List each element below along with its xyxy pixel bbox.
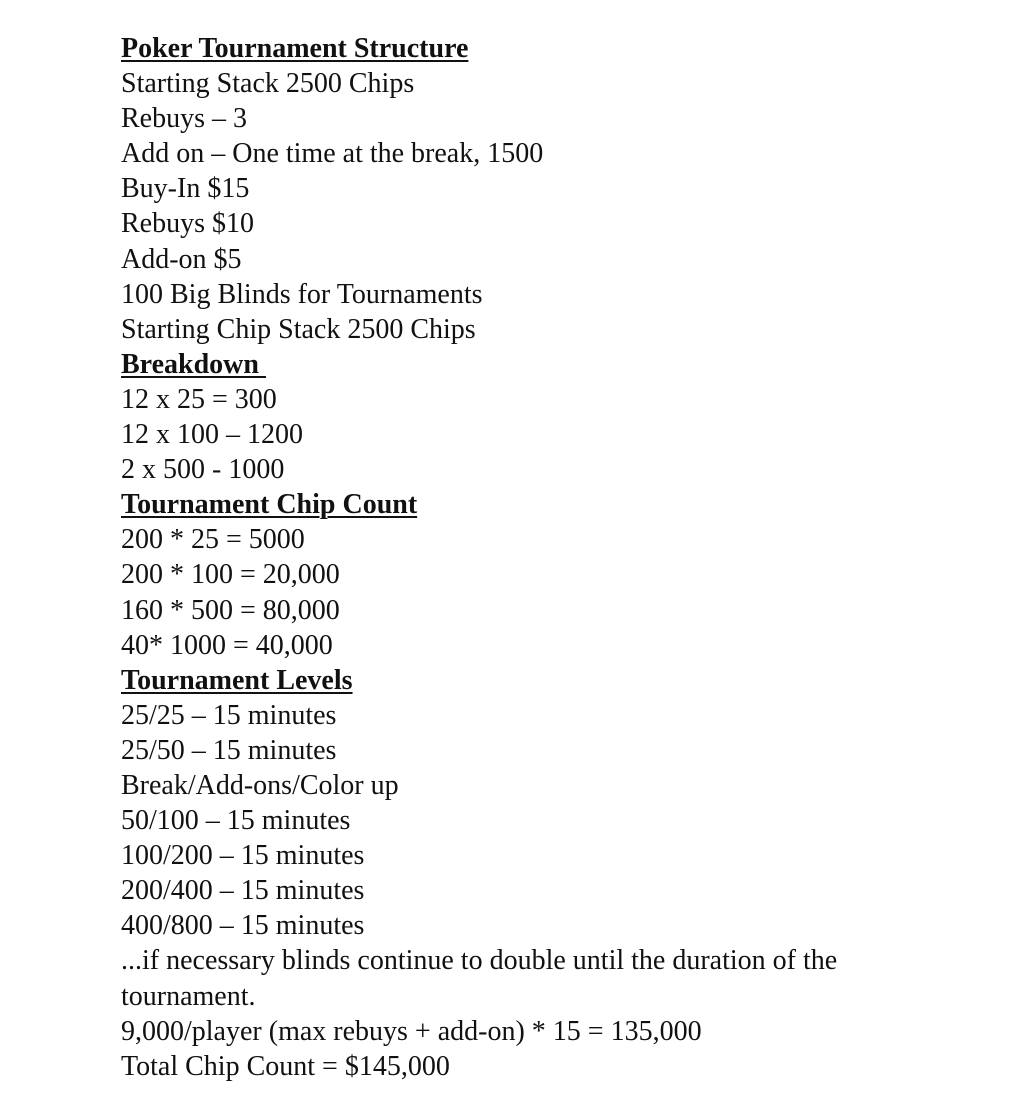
intro-line-big-blinds: 100 Big Blinds for Tournaments (121, 278, 483, 310)
chip-count-line: 200 * 25 = 5000 (121, 524, 305, 556)
levels-heading: Tournament Levels (121, 664, 353, 696)
intro-section (121, 66, 921, 347)
levels-note: ...if necessary blinds continue to double until the duration of the tournament. (121, 945, 838, 1012)
intro-line-starting-chip-stack: Starting Chip Stack 2500 Chips (121, 313, 476, 345)
document-title: Poker Tournament Structure (121, 33, 469, 64)
breakdown-line: 12 x 100 – 1200 (121, 419, 303, 451)
intro-line-buy-in: Buy-In $15 (121, 173, 250, 205)
intro-line-starting-stack: Starting Stack 2500 Chips (121, 68, 415, 100)
breakdown-section (121, 347, 921, 487)
breakdown-line: 2 x 500 - 1000 (121, 454, 285, 486)
chip-count-line: 160 * 500 = 80,000 (121, 594, 340, 626)
chip-count-section (121, 487, 921, 662)
intro-line-rebuys-price: Rebuys $10 (121, 208, 254, 240)
chip-count-line: 200 * 100 = 20,000 (121, 559, 340, 591)
chip-count-line: 40* 1000 = 40,000 (121, 629, 333, 661)
total-line-chip-count: Total Chip Count = $145,000 (121, 1050, 450, 1082)
total-line-per-player: 9,000/player (max rebuys + add-on) * 15 = 135,000 (121, 1015, 702, 1047)
breakdown-line: 12 x 25 = 300 (121, 383, 277, 415)
level-line-break: Break/Add-ons/Color up (121, 769, 399, 801)
intro-line-add-on-price: Add-on $5 (121, 243, 242, 275)
breakdown-heading: Breakdown (121, 348, 266, 380)
level-line: 25/50 – 15 minutes (121, 734, 337, 766)
level-line: 400/800 – 15 minutes (121, 910, 365, 942)
document-page (121, 31, 921, 1084)
level-line: 100/200 – 15 minutes (121, 840, 365, 872)
levels-section (121, 663, 921, 1084)
intro-line-add-on: Add on – One time at the break, 1500 (121, 138, 544, 170)
chip-count-heading: Tournament Chip Count (121, 489, 418, 521)
level-line: 25/25 – 15 minutes (121, 699, 337, 731)
level-line: 200/400 – 15 minutes (121, 875, 365, 907)
level-line: 50/100 – 15 minutes (121, 805, 351, 837)
intro-line-rebuys-count: Rebuys – 3 (121, 103, 247, 135)
